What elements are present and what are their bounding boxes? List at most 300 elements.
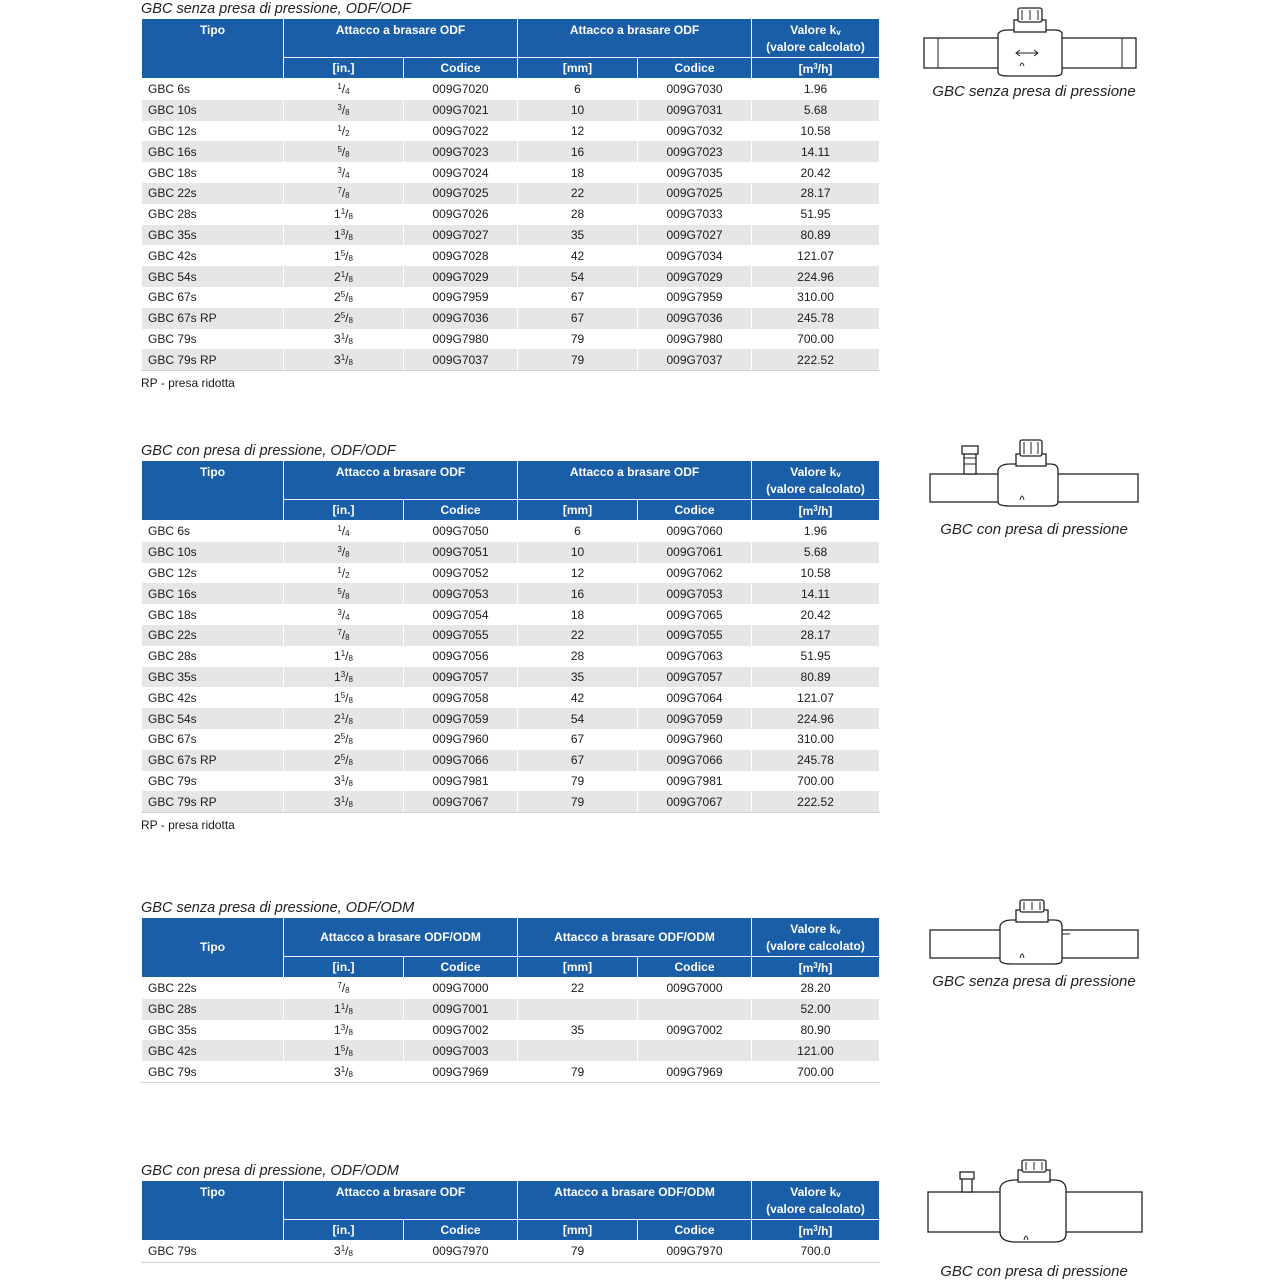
frac-slash: / (341, 981, 346, 996)
cell-code-in: 009G7037 (404, 349, 518, 370)
header-connection-mm: Attacco a brasare ODF (518, 461, 752, 500)
header-mm: [mm] (518, 957, 638, 978)
unit-sup: 3 (813, 961, 818, 970)
cell-code-in: 009G7002 (404, 1020, 518, 1041)
cell-kv: 28.17 (752, 183, 880, 204)
cell-tipo: GBC 28s (142, 204, 284, 225)
cell-inch (284, 999, 404, 1020)
cell-kv: 52.00 (752, 999, 880, 1020)
table-row (142, 1061, 880, 1082)
frac-slash: / (341, 545, 346, 560)
cell-kv: 224.96 (752, 266, 880, 287)
cell-kv: 700.00 (752, 771, 880, 792)
cell-code-mm: 009G7063 (638, 646, 752, 667)
cell-code-mm: 009G7067 (638, 791, 752, 812)
cell-code-mm: 009G7053 (638, 583, 752, 604)
cell-tipo: GBC 54s (142, 266, 284, 287)
cell-tipo: GBC 28s (142, 646, 284, 667)
header-codice: Codice (404, 58, 518, 79)
cell-tipo: GBC 79s (142, 329, 284, 350)
cell-mm: 67 (518, 287, 638, 308)
cell-mm: 35 (518, 225, 638, 246)
cell-tipo: GBC 22s (142, 183, 284, 204)
cell-code-mm: 009G7959 (638, 287, 752, 308)
valve-illustration-senza-odm (924, 898, 1144, 973)
table-row (142, 1241, 880, 1263)
figure-caption: GBC con presa di pressione (940, 1263, 1128, 1280)
cell-kv: 700.00 (752, 1061, 880, 1082)
frac-slash: / (345, 227, 349, 242)
header-mm: [mm] (518, 1220, 638, 1241)
inch-den: 4 (345, 529, 350, 539)
table-row (142, 563, 880, 584)
table-row (142, 771, 880, 792)
inch-num: 1 (340, 649, 346, 659)
frac-slash: / (345, 1002, 349, 1017)
inch-whole: 2 (334, 290, 341, 305)
header-connection-in: Attacco a brasare ODF/ODM (284, 918, 518, 957)
inch-whole: 3 (334, 1244, 341, 1259)
spec-table (141, 18, 880, 371)
unit-part: /h] (817, 1224, 833, 1238)
cell-kv: 700.00 (752, 329, 880, 350)
cell-code-mm: 009G7062 (638, 563, 752, 584)
cell-code-in: 009G7981 (404, 771, 518, 792)
cell-mm: 67 (518, 729, 638, 750)
cell-code-mm: 009G7970 (638, 1241, 752, 1263)
header-kv (752, 461, 880, 500)
header-mm: [mm] (518, 500, 638, 521)
cell-code-in: 009G7000 (404, 978, 518, 999)
header-codice: Codice (638, 500, 752, 521)
cell-code-mm: 009G7981 (638, 771, 752, 792)
cell-mm: 12 (518, 563, 638, 584)
cell-code-mm: 009G7960 (638, 729, 752, 750)
spec-table (141, 917, 880, 1083)
cell-code-in: 009G7029 (404, 266, 518, 287)
inch-den: 8 (348, 1027, 353, 1037)
cell-mm: 10 (518, 542, 638, 563)
frac-slash: / (341, 586, 346, 601)
inch-whole: 1 (334, 669, 341, 684)
section-odf-odf-con (141, 442, 880, 832)
inch-whole: 3 (334, 331, 341, 346)
kv-calc-label: (valore calcolato) (766, 482, 865, 496)
table-row (142, 225, 880, 246)
cell-kv: 10.58 (752, 121, 880, 142)
frac-slash: / (341, 186, 346, 201)
cell-code-in: 009G7067 (404, 791, 518, 812)
frac-slash: / (345, 1244, 349, 1259)
cell-code-mm: 009G7002 (638, 1020, 752, 1041)
unit-part: /h] (817, 961, 833, 975)
cell-kv: 20.42 (752, 604, 880, 625)
cell-inch (284, 287, 404, 308)
cell-inch (284, 1040, 404, 1061)
inch-den: 8 (348, 274, 353, 284)
cell-code-mm: 009G7035 (638, 162, 752, 183)
cell-tipo: GBC 12s (142, 563, 284, 584)
frac-slash: / (345, 690, 349, 705)
spec-table (141, 460, 880, 813)
inch-num: 3 (340, 227, 346, 237)
cell-mm: 35 (518, 1020, 638, 1041)
inch-den: 8 (348, 1007, 353, 1017)
cell-code-in: 009G7058 (404, 687, 518, 708)
valve-illustration-senza (918, 6, 1148, 83)
cell-inch (284, 667, 404, 688)
cell-tipo: GBC 10s (142, 100, 284, 121)
cell-tipo: GBC 18s (142, 604, 284, 625)
cell-code-in: 009G7052 (404, 563, 518, 584)
inch-num: 3 (337, 607, 342, 617)
frac-slash: / (345, 732, 349, 747)
inch-den: 8 (348, 737, 353, 747)
cell-code-mm: 009G7065 (638, 604, 752, 625)
inch-num: 1 (340, 352, 346, 362)
cell-mm: 79 (518, 1061, 638, 1082)
cell-tipo: GBC 22s (142, 625, 284, 646)
cell-mm: 22 (518, 625, 638, 646)
unit-part: [m (798, 504, 814, 518)
cell-kv: 80.89 (752, 225, 880, 246)
inch-whole: 2 (334, 753, 341, 768)
inch-den: 8 (348, 295, 353, 305)
table-row (142, 667, 880, 688)
cell-code-mm: 009G7055 (638, 625, 752, 646)
inch-num: 5 (340, 753, 346, 763)
frac-slash: / (345, 248, 349, 263)
cell-mm: 42 (518, 687, 638, 708)
cell-inch (284, 750, 404, 771)
inch-num: 7 (337, 981, 342, 991)
cell-tipo: GBC 67s (142, 287, 284, 308)
table-row (142, 266, 880, 287)
kv-subscript: v (836, 28, 841, 37)
cell-mm (518, 1040, 638, 1061)
inch-num: 3 (337, 103, 342, 113)
inch-num: 5 (340, 690, 346, 700)
cell-code-mm: 009G7969 (638, 1061, 752, 1082)
cell-inch (284, 1241, 404, 1263)
cell-tipo: GBC 79s RP (142, 791, 284, 812)
cell-code-mm: 009G7033 (638, 204, 752, 225)
cell-kv: 245.78 (752, 750, 880, 771)
table-row (142, 604, 880, 625)
inch-den: 8 (348, 253, 353, 263)
table-row (142, 1040, 880, 1061)
cell-code-in: 009G7025 (404, 183, 518, 204)
inch-num: 3 (337, 545, 342, 555)
cell-code-in: 009G7050 (404, 521, 518, 542)
inch-num: 7 (337, 186, 342, 196)
inch-whole: 1 (334, 248, 341, 263)
cell-code-mm: 009G7036 (638, 308, 752, 329)
cell-mm: 16 (518, 141, 638, 162)
cell-code-mm: 009G7029 (638, 266, 752, 287)
cell-code-mm: 009G7059 (638, 708, 752, 729)
header-unit (752, 1220, 880, 1241)
frac-slash: / (345, 773, 349, 788)
inch-whole: 1 (334, 649, 341, 664)
cell-code-in: 009G7980 (404, 329, 518, 350)
unit-sup: 3 (813, 504, 818, 513)
inch-den: 8 (348, 212, 353, 222)
cell-code-mm: 009G7061 (638, 542, 752, 563)
frac-slash: / (345, 753, 349, 768)
cell-tipo: GBC 79s (142, 771, 284, 792)
figure-caption: GBC con presa di pressione (940, 521, 1128, 538)
frac-slash: / (345, 1064, 349, 1079)
cell-code-in: 009G7001 (404, 999, 518, 1020)
cell-code-mm: 009G7060 (638, 521, 752, 542)
cell-mm: 35 (518, 667, 638, 688)
cell-mm: 6 (518, 79, 638, 100)
inch-den: 8 (348, 758, 353, 768)
cell-mm: 18 (518, 604, 638, 625)
cell-kv: 14.11 (752, 141, 880, 162)
table-row (142, 1020, 880, 1041)
inch-num: 1 (337, 524, 342, 534)
cell-code-in: 009G7056 (404, 646, 518, 667)
cell-inch (284, 625, 404, 646)
frac-slash: / (341, 565, 346, 580)
inch-num: 7 (337, 628, 342, 638)
header-unit (752, 58, 880, 79)
cell-kv: 5.68 (752, 542, 880, 563)
cell-kv: 80.89 (752, 667, 880, 688)
inch-den: 8 (348, 1069, 353, 1079)
inch-whole: 2 (334, 732, 341, 747)
cell-mm: 79 (518, 1241, 638, 1263)
inch-num: 5 (340, 248, 346, 258)
inch-num: 1 (340, 711, 346, 721)
cell-code-mm: 009G7980 (638, 329, 752, 350)
header-mm: [mm] (518, 58, 638, 79)
inch-den: 8 (348, 232, 353, 242)
section-odf-odm-con (141, 1162, 880, 1263)
frac-slash: / (345, 669, 349, 684)
frac-slash: / (345, 352, 349, 367)
cell-code-in: 009G7022 (404, 121, 518, 142)
cell-tipo: GBC 18s (142, 162, 284, 183)
header-connection-in: Attacco a brasare ODF (284, 461, 518, 500)
cell-code-in: 009G7028 (404, 245, 518, 266)
inch-den: 8 (348, 654, 353, 664)
inch-den: 8 (345, 108, 350, 118)
cell-tipo: GBC 79s (142, 1241, 284, 1263)
header-tipo: Tipo (142, 918, 284, 978)
cell-kv: 121.07 (752, 687, 880, 708)
frac-slash: / (341, 123, 346, 138)
frac-slash: / (341, 524, 346, 539)
inch-whole: 1 (334, 1022, 341, 1037)
cell-code-mm: 009G7064 (638, 687, 752, 708)
cell-mm: 16 (518, 583, 638, 604)
header-codice: Codice (638, 58, 752, 79)
table-row (142, 121, 880, 142)
cell-tipo: GBC 35s (142, 667, 284, 688)
cell-kv: 20.42 (752, 162, 880, 183)
cell-mm: 22 (518, 978, 638, 999)
kv-label: Valore k (790, 465, 837, 479)
table-row (142, 583, 880, 604)
cell-tipo: GBC 22s (142, 978, 284, 999)
inch-num: 1 (340, 1002, 346, 1012)
cell-kv: 51.95 (752, 646, 880, 667)
kv-calc-label: (valore calcolato) (766, 939, 865, 953)
cell-code-mm: 009G7023 (638, 141, 752, 162)
inch-num: 5 (337, 586, 342, 596)
table-row (142, 349, 880, 370)
cell-code-in: 009G7960 (404, 729, 518, 750)
unit-sup: 3 (813, 1224, 818, 1233)
header-kv (752, 19, 880, 58)
cell-inch (284, 183, 404, 204)
cell-code-in: 009G7027 (404, 225, 518, 246)
inch-den: 8 (348, 1249, 353, 1259)
table-row (142, 204, 880, 225)
cell-tipo: GBC 6s (142, 79, 284, 100)
frac-slash: / (345, 331, 349, 346)
frac-slash: / (345, 207, 349, 222)
frac-slash: / (345, 1022, 349, 1037)
cell-code-in: 009G7059 (404, 708, 518, 729)
section-title: GBC senza presa di pressione, ODF/ODF (141, 1, 411, 17)
frac-slash: / (341, 103, 346, 118)
cell-code-mm: 009G7025 (638, 183, 752, 204)
cell-kv: 121.07 (752, 245, 880, 266)
frac-slash: / (345, 649, 349, 664)
cell-kv: 700.0 (752, 1241, 880, 1263)
cell-tipo: GBC 79s RP (142, 349, 284, 370)
inch-whole: 1 (334, 1043, 341, 1058)
figure-caption: GBC senza presa di pressione (932, 83, 1136, 100)
frac-slash: / (341, 144, 346, 159)
unit-part: [m (798, 961, 814, 975)
header-codice: Codice (404, 1220, 518, 1241)
inch-den: 8 (348, 357, 353, 367)
cell-inch (284, 583, 404, 604)
frac-slash: / (345, 290, 349, 305)
cell-inch (284, 708, 404, 729)
table-row (142, 79, 880, 100)
inch-den: 8 (348, 778, 353, 788)
cell-inch (284, 225, 404, 246)
valve-illustration-con-odm (920, 1158, 1150, 1263)
cell-code-mm: 009G7057 (638, 667, 752, 688)
cell-kv: 14.11 (752, 583, 880, 604)
table-row (142, 308, 880, 329)
table-row (142, 687, 880, 708)
cell-code-in: 009G7057 (404, 667, 518, 688)
inch-num: 1 (340, 269, 346, 279)
cell-kv: 28.20 (752, 978, 880, 999)
unit-sup: 3 (813, 62, 818, 71)
section-title: GBC con presa di pressione, ODF/ODF (141, 443, 396, 459)
spec-table (141, 1180, 880, 1263)
header-tipo: Tipo (142, 19, 284, 79)
valve-illustration-con (924, 436, 1144, 513)
cell-code-in: 009G7970 (404, 1241, 518, 1263)
cell-inch (284, 79, 404, 100)
table-row (142, 646, 880, 667)
kv-subscript: v (836, 1190, 841, 1199)
kv-label: Valore k (790, 1185, 837, 1199)
cell-code-in: 009G7023 (404, 141, 518, 162)
frac-slash: / (345, 794, 349, 809)
table-row (142, 729, 880, 750)
cell-mm: 54 (518, 266, 638, 287)
header-codice: Codice (638, 1220, 752, 1241)
cell-tipo: GBC 10s (142, 542, 284, 563)
cell-inch (284, 245, 404, 266)
cell-tipo: GBC 6s (142, 521, 284, 542)
header-codice: Codice (404, 500, 518, 521)
header-connection-in: Attacco a brasare ODF (284, 19, 518, 58)
figure-caption: GBC senza presa di pressione (932, 973, 1136, 990)
table-row (142, 287, 880, 308)
inch-num: 1 (340, 1064, 346, 1074)
header-codice: Codice (638, 957, 752, 978)
header-in: [in.] (284, 500, 404, 521)
cell-inch (284, 687, 404, 708)
cell-code-in: 009G7036 (404, 308, 518, 329)
inch-whole: 1 (334, 1002, 341, 1017)
cell-code-in: 009G7969 (404, 1061, 518, 1082)
table-row (142, 750, 880, 771)
cell-inch (284, 204, 404, 225)
cell-kv: 51.95 (752, 204, 880, 225)
inch-num: 1 (337, 123, 342, 133)
cell-mm: 12 (518, 121, 638, 142)
cell-inch (284, 1061, 404, 1082)
inch-num: 3 (337, 165, 342, 175)
table-row (142, 183, 880, 204)
unit-part: [m (798, 1224, 814, 1238)
header-connection-mm: Attacco a brasare ODF/ODM (518, 918, 752, 957)
cell-kv: 28.17 (752, 625, 880, 646)
inch-den: 8 (348, 674, 353, 684)
cell-mm: 28 (518, 204, 638, 225)
unit-part: [m (798, 62, 814, 76)
inch-whole: 1 (334, 227, 341, 242)
cell-inch (284, 978, 404, 999)
cell-code-mm: 009G7032 (638, 121, 752, 142)
cell-kv: 310.00 (752, 729, 880, 750)
cell-tipo: GBC 79s (142, 1061, 284, 1082)
section-title: GBC con presa di pressione, ODF/ODM (141, 1163, 399, 1179)
kv-label: Valore k (790, 922, 837, 936)
header-tipo: Tipo (142, 1181, 284, 1241)
inch-num: 1 (337, 82, 342, 92)
table-row (142, 521, 880, 542)
kv-label: Valore k (790, 23, 837, 37)
footnote: RP - presa ridotta (141, 376, 235, 391)
header-unit (752, 957, 880, 978)
frac-slash: / (341, 165, 346, 180)
frac-slash: / (345, 1043, 349, 1058)
cell-inch (284, 308, 404, 329)
inch-num: 1 (337, 565, 342, 575)
cell-mm: 54 (518, 708, 638, 729)
inch-den: 4 (345, 87, 350, 97)
cell-mm: 79 (518, 791, 638, 812)
section-odf-odf-senza (141, 0, 880, 390)
cell-kv: 121.00 (752, 1040, 880, 1061)
cell-code-in: 009G7055 (404, 625, 518, 646)
kv-subscript: v (836, 927, 841, 936)
